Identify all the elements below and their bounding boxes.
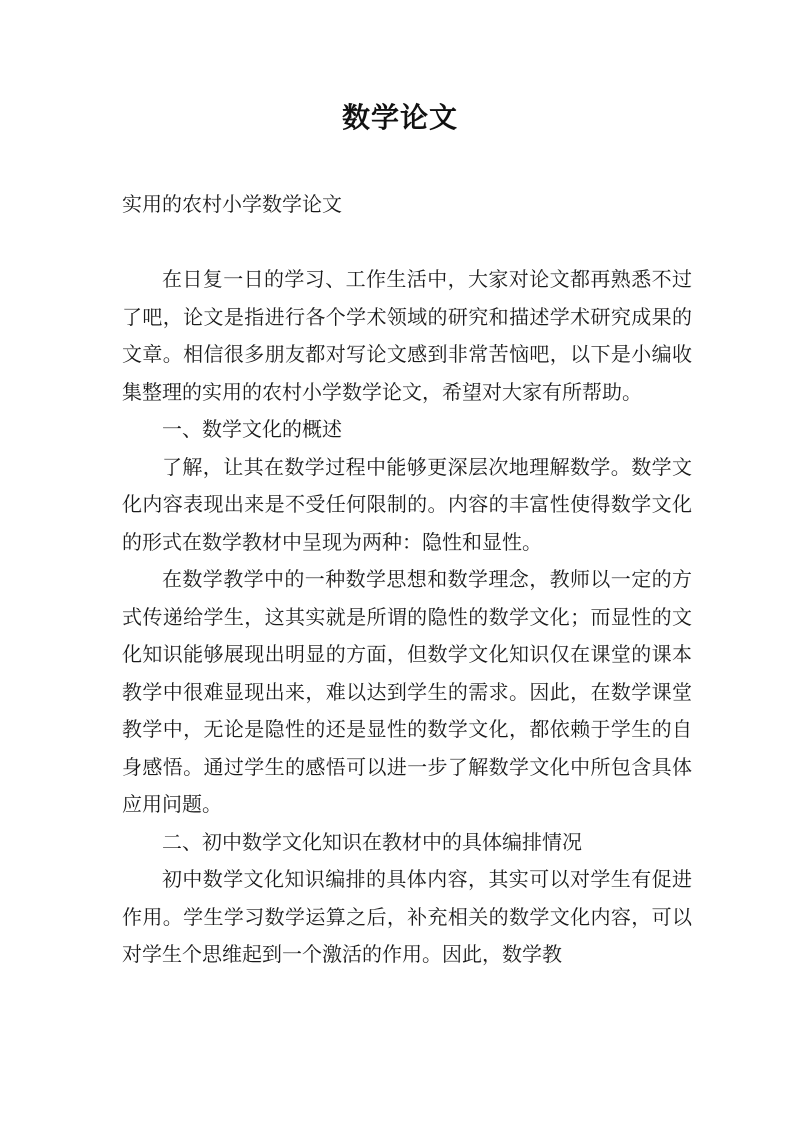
document-subtitle: 实用的农村小学数学论文 (122, 192, 342, 216)
body-paragraph: 初中数学文化知识编排的具体内容，其实可以对学生有促进作用。学生学习数学运算之后，补充相关的数学文化内容，可以对学生个思维起到一个激活的作用。因此，数学教 (122, 867, 692, 966)
body-paragraph: 了解，让其在数学过程中能够更深层次地理解数学。数学文化内容表现出来是不受任何限制的。内容的丰富性使得数学文化的形式在数学教材中呈现为两种：隐性和显性。 (122, 454, 692, 554)
document-title: 数学论文 (341, 101, 458, 134)
document-body (122, 261, 692, 974)
section-heading-2: 二、初中数学文化知识在教材中的具体编排情况 (162, 829, 582, 854)
intro-paragraph: 在日复一日的学习、工作生活中，大家对论文都再熟悉不过了吧，论文是指进行各个学术领域的研究和描述学术研究成果的文章。相信很多朋友都对写论文感到非常苦恼吧，以下是小编收集整理的实用的农村小学数学论文，希望对大家有所帮助。 (122, 267, 692, 404)
body-paragraph: 在数学教学中的一种数学思想和数学理念，教师以一定的方式传递给学生，这其实就是所谓的隐性的数学文化；而显性的文化知识能够展现出明显的方面，但数学文化知识仅在课堂的课本教学中很难显现出来，难以达到学生的需求。因此，在数学课堂教学中，无论是隐性的还是显性的数学文化，都依赖于学生的自身感悟。通过学生的感悟可以进一步了解数学文化中所包含具体应用问题。 (122, 567, 692, 816)
section-heading-1: 一、数学文化的概述 (162, 417, 342, 441)
